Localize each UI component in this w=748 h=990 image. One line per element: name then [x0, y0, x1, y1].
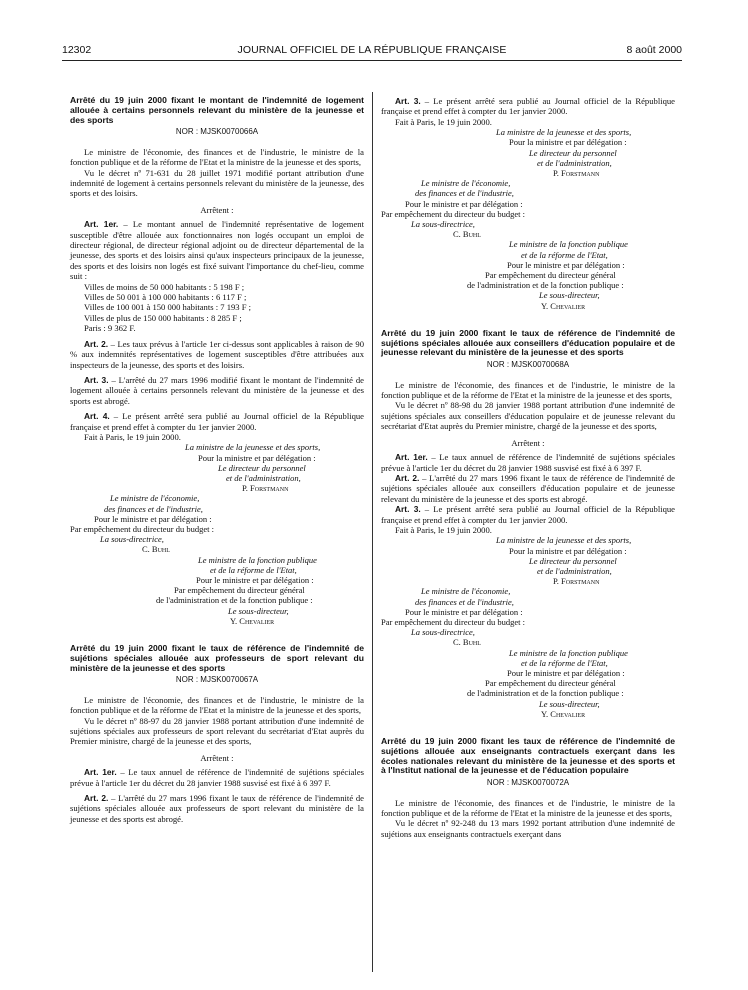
ville-rate: Villes de moins de 50 000 habitants : 5 198 F ;: [84, 281, 245, 292]
sig-line: et de l'administration,: [537, 565, 612, 576]
nor-reference: NOR : MJSK0070066A: [175, 127, 259, 137]
sig-line: Pour le ministre et par délégation :: [196, 575, 314, 585]
sig-line: La ministre de la jeunesse et des sports,: [496, 535, 632, 546]
ville-rate: Villes de plus de 150 000 habitants : 8 285 F ;: [84, 312, 242, 323]
article-text: – Le montant annuel de l'indemnité représentative de logement susceptible d'être allouée aux fonctionnaires non logés occupant un emploi de directeur régional, de directeur régional adjoint ou de directeur départemental de la jeunesse, des sports et des loisirs ainsi qu'aux inspecteurs principaux de la jeunesse, des sports et des loisirs non logés est fixé suivant l'importance du chef-lieu, comme suit :: [70, 219, 364, 282]
sig-line: et de la réforme de l'Etat,: [521, 657, 608, 668]
nor-reference: NOR : MJSK0070068A: [486, 360, 570, 370]
right-column: [381, 96, 675, 839]
sig-line: Le ministre de l'économie,: [421, 586, 511, 597]
sig-line: de l'administration et de la fonction publique :: [156, 595, 313, 606]
article-text: – L'arrêté du 27 mars 1996 fixant le taux de référence de l'indemnité de sujétions spéciales allouée aux professeurs de sport relevant du ministère de la jeunesse et des sports est abrogé.: [70, 793, 364, 824]
sig-line: Le ministre de la fonction publique: [509, 647, 628, 658]
arrete-title: Arrêté du 19 juin 2000 fixant le taux de référence de l'indemnité de sujétions spéciales allouée aux professeurs de sport relevant du ministère de la jeunesse et des sports: [70, 643, 364, 673]
sig-line: et de la réforme de l'Etat,: [521, 249, 608, 260]
arrete-enseignants: [381, 737, 675, 839]
sig-line: La sous-directrice,: [411, 627, 475, 638]
sig-line: Le ministre de l'économie,: [421, 178, 511, 189]
sig-line: La ministre de la jeunesse et des sports,: [185, 442, 321, 453]
nor-reference: NOR : MJSK0070067A: [175, 675, 259, 685]
sig-line: Par empêchement du directeur du budget :: [381, 208, 525, 219]
article-text: – L'arrêté du 27 mars 1996 fixant le taux de référence de l'indemnité de sujétions spéciales allouée aux conseillers d'éducation populaire et de jeunesse relevant du ministère de la jeunesse et des sports est abrogé.: [381, 472, 675, 504]
journal-title: JOURNAL OFFICIEL DE LA RÉPUBLIQUE FRANÇAISE: [237, 44, 507, 56]
article-3: [381, 96, 675, 117]
article-3: [70, 375, 364, 406]
preamble: Le ministre de l'économie, des finances et de l'industrie, le ministre de la fonction publique et de la réforme de l'Etat et la ministre de la jeunesse et des sports,: [381, 797, 675, 819]
article-label: Art. 1er.: [395, 452, 428, 463]
article-label: Art. 2.: [84, 338, 109, 349]
article-2: [381, 473, 675, 504]
ville-rate: Villes de 100 001 à 150 000 habitants : 7 193 F ;: [84, 302, 252, 313]
nor-reference: NOR : MJSK0070072A: [486, 778, 570, 788]
sig-line: Le directeur du personnel: [529, 147, 617, 158]
arrete-title: Arrêté du 19 juin 2000 fixant les taux de référence de l'indemnité de sujétions allouée aux enseignants contractuels exerçant dans les écoles nationales relevant du ministère de la jeunesse et des sports et à l'Institut national de la jeunesse et de l'éducation populaire: [381, 736, 675, 776]
sig-line: Par empêchement du directeur du budget :: [70, 523, 214, 534]
sig-name: P. Forstmann: [242, 483, 289, 494]
sig-line: Le directeur du personnel: [218, 462, 306, 473]
article-3: [381, 504, 675, 525]
sig-line: et de la réforme de l'Etat,: [210, 564, 297, 575]
sig-line: des finances et de l'industrie,: [415, 596, 514, 607]
article-text: – Le taux annuel de référence de l'indemnité de sujétions spéciales prévue à l'article 1er du décret du 28 janvier 1988 susvisé est fixé à 6 397 F.: [381, 452, 675, 473]
arrete-title: Arrêté du 19 juin 2000 fixant le taux de référence de l'indemnité de sujétions spéciales allouée aux conseillers d'éducation populaire et de jeunesse relevant du ministère de la jeunesse et des sports: [381, 327, 675, 358]
article-2: [70, 793, 364, 824]
signatures: [70, 442, 364, 626]
sig-line: des finances et de l'industrie,: [104, 503, 203, 514]
article-label: Art. 2.: [84, 793, 109, 804]
article-label: Art. 2.: [395, 472, 420, 483]
visa: Vu le décret nº 71-631 du 28 juillet 1971 modifié portant attribution d'une indemnité de logement à certains personnels relevant du ministère de la jeunesse, des sports et des loisirs.: [70, 167, 364, 199]
sig-line: et de l'administration,: [537, 157, 612, 168]
arrete-conseillers: [381, 329, 675, 719]
sig-line: Le sous-directeur,: [539, 698, 600, 709]
sig-line: Pour la ministre et par délégation :: [509, 545, 627, 556]
article-2: [70, 339, 364, 370]
arretent: Arrêtent :: [200, 204, 234, 215]
article-text: – Le présent arrêté sera publié au Journal officiel de la République française et prend effet à compter du 1er janvier 2000.: [381, 96, 675, 117]
sig-line: Le directeur du personnel: [529, 555, 617, 566]
preamble: Le ministre de l'économie, des finances et de l'industrie, le ministre de la fonction publique et de la réforme de l'Etat et la ministre de la jeunesse et des sports,: [70, 694, 364, 716]
sig-line: Par empêchement du directeur général: [485, 678, 616, 689]
sig-line: de l'administration et de la fonction publique :: [467, 280, 624, 291]
sig-line: La ministre de la jeunesse et des sports,: [496, 127, 632, 138]
sig-line: La sous-directrice,: [100, 534, 164, 545]
page-number: 12302: [62, 44, 92, 56]
article-text: – Le présent arrêté sera publié au Journal officiel de la République française et prend effet à compter du 1er janvier 2000.: [381, 504, 675, 525]
visa: Vu le décret nº 88-98 du 28 janvier 1988 portant attribution d'une indemnité de sujétions spéciales aux conseillers d'éducation populaire et de jeunesse relevant du secrétariat d'Etat auprès du Premier ministre, chargé de la jeunesse et des sports,: [381, 400, 675, 432]
sig-line: Le sous-directeur,: [228, 605, 289, 616]
article-text: – L'arrêté du 27 mars 1996 modifié fixant le montant de l'indemnité de logement allouée à certains personnels relevant du ministère de la jeunesse et des sports est abrogé.: [70, 374, 364, 406]
article-text: – Les taux prévus à l'article 1er ci-dessus sont applicables à raison de 90 % aux indemnités représentatives de logement susceptibles d'être attribuées aux inspecteurs de la jeunesse, des sports et des loisirs.: [70, 338, 364, 370]
page-header: [62, 44, 682, 58]
arrete-logement: [70, 96, 364, 626]
article-4: [70, 411, 364, 432]
arrete-professeurs-continued: [381, 96, 675, 311]
header-rule: [62, 60, 682, 61]
article-1: [70, 767, 364, 788]
article-label: Art. 1er.: [84, 767, 117, 778]
column-divider: [372, 92, 373, 972]
sig-line: Pour la ministre et par délégation :: [198, 452, 316, 463]
sig-line: Pour le ministre et par délégation :: [94, 513, 212, 524]
article-text: – Le taux annuel de référence de l'indemnité de sujétions spéciales prévue à l'article 1er du décret du 28 janvier 1988 susvisé est fixé à 6 397 F.: [70, 767, 364, 788]
article-1: [381, 452, 675, 473]
arretent: Arrêtent :: [200, 752, 234, 763]
article-text: – Le présent arrêté sera publié au Journal officiel de la République française et prend effet à compter du 1er janvier 2000.: [70, 411, 364, 432]
signatures: [381, 127, 675, 311]
sig-line: Le ministre de la fonction publique: [509, 239, 628, 250]
sig-name: Y. Chevalier: [541, 300, 586, 311]
sig-line: Par empêchement du directeur du budget :: [381, 616, 525, 627]
sig-line: Le ministre de l'économie,: [110, 493, 200, 504]
fait-a-paris: Fait à Paris, le 19 juin 2000.: [395, 116, 492, 127]
sig-line: Pour le ministre et par délégation :: [507, 259, 625, 270]
sig-name: P. Forstmann: [553, 576, 600, 587]
sig-line: La sous-directrice,: [411, 219, 475, 230]
sig-name: C. Buhl: [142, 544, 170, 555]
sig-line: Le sous-directeur,: [539, 290, 600, 301]
fait-a-paris: Fait à Paris, le 19 juin 2000.: [395, 524, 492, 535]
sig-line: Par empêchement du directeur général: [174, 585, 305, 596]
sig-line: Pour le ministre et par délégation :: [507, 668, 625, 678]
sig-name: C. Buhl: [453, 637, 481, 648]
sig-name: C. Buhl: [453, 229, 481, 240]
sig-line: Pour le ministre et par délégation :: [405, 606, 523, 617]
sig-line: Par empêchement du directeur général: [485, 270, 616, 281]
sig-line: et de l'administration,: [226, 472, 301, 483]
sig-line: des finances et de l'industrie,: [415, 188, 514, 199]
article-label: Art. 3.: [395, 96, 421, 106]
visa: Vu le décret nº 92-248 du 13 mars 1992 portant attribution d'une indemnité de sujétions aux enseignants contractuels exerçant dans: [381, 818, 675, 839]
fait-a-paris: Fait à Paris, le 19 juin 2000.: [84, 431, 181, 442]
arrete-title: Arrêté du 19 juin 2000 fixant le montant de l'indemnité de logement allouée à certains personnels relevant du ministère de la jeunesse et des sports: [70, 95, 364, 125]
sig-line: Pour la ministre et par délégation :: [509, 137, 627, 148]
article-label: Art. 1er.: [84, 219, 119, 230]
ville-rate: Paris : 9 362 F.: [84, 323, 136, 334]
article-label: Art. 3.: [395, 504, 421, 515]
preamble: Le ministre de l'économie, des finances et de l'industrie, le ministre de la fonction publique et de la réforme de l'Etat et la ministre de la jeunesse et des sports,: [70, 146, 364, 168]
visa: Vu le décret nº 88-97 du 28 janvier 1988 portant attribution d'une indemnité de sujétions spéciales aux professeurs de sport relevant du secrétariat d'Etat auprès du Premier ministre, chargé de la jeunesse et des sports,: [70, 715, 364, 747]
article-1: [70, 219, 364, 281]
sig-name: Y. Chevalier: [230, 615, 275, 626]
arrete-professeurs: [70, 644, 364, 824]
preamble: Le ministre de l'économie, des finances et de l'industrie, le ministre de la fonction publique et de la réforme de l'Etat et la ministre de la jeunesse et des sports,: [381, 379, 675, 401]
article-label: Art. 3.: [84, 374, 109, 385]
arretent: Arrêtent :: [511, 437, 545, 448]
ville-rate: Villes de 50 001 à 100 000 habitants : 6 117 F ;: [84, 292, 247, 303]
sig-name: Y. Chevalier: [541, 708, 586, 719]
article-label: Art. 4.: [84, 411, 110, 422]
sig-line: de l'administration et de la fonction publique :: [467, 688, 624, 699]
left-column: [70, 96, 364, 824]
sig-line: Le ministre de la fonction publique: [198, 554, 317, 565]
issue-date: 8 août 2000: [626, 44, 682, 56]
sig-line: Pour le ministre et par délégation :: [405, 198, 523, 209]
signatures: [381, 535, 675, 719]
sig-name: P. Forstmann: [553, 168, 600, 179]
